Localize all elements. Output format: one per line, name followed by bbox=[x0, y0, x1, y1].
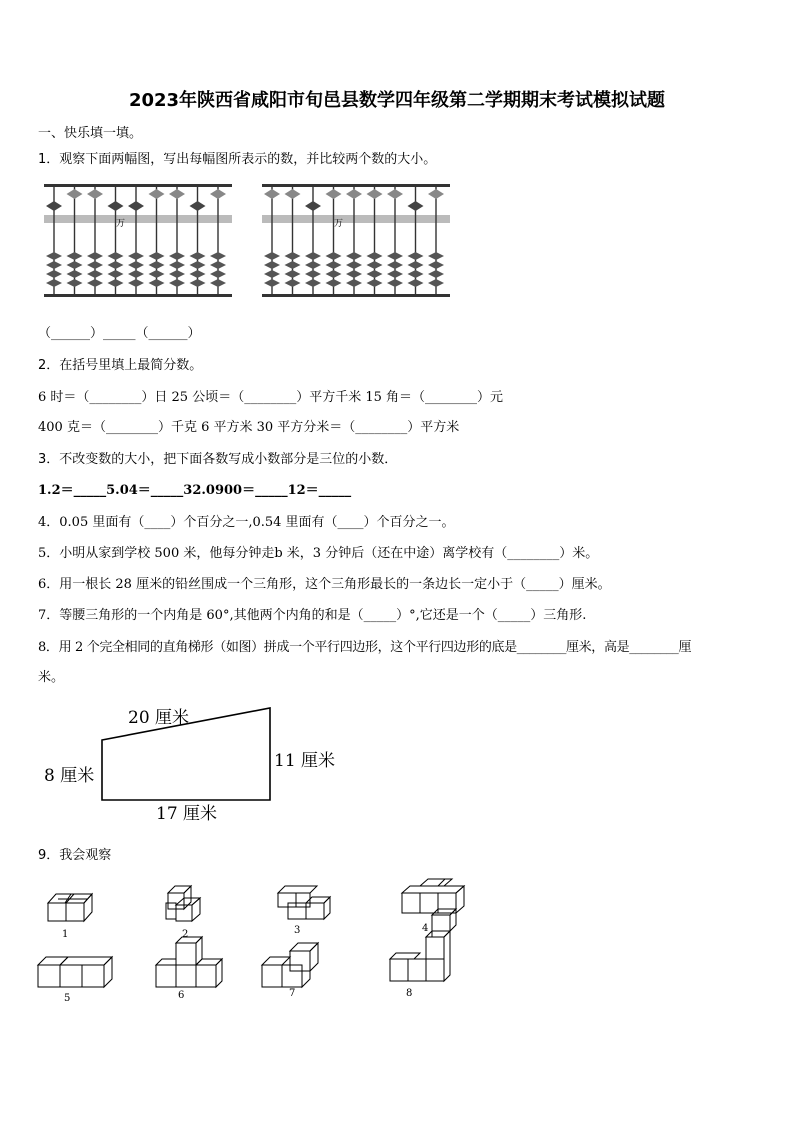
abacus-lower-bead bbox=[128, 279, 144, 287]
abacus-upper-bead bbox=[346, 189, 362, 199]
abacus-lower-bead bbox=[149, 279, 165, 287]
abacus-lower-bead bbox=[210, 270, 226, 278]
abacus-upper-bead bbox=[87, 189, 103, 199]
abacus-figure-1 bbox=[44, 184, 234, 300]
abacus-upper-bead bbox=[46, 201, 62, 211]
abacus-lower-bead bbox=[408, 270, 424, 278]
abacus-lower-bead bbox=[264, 279, 280, 287]
abacus-lower-bead bbox=[67, 279, 83, 287]
abacus-lower-bead bbox=[128, 261, 144, 269]
abacus-lower-bead bbox=[408, 252, 424, 260]
abacus-lower-bead bbox=[67, 252, 83, 260]
abacus-upper-bead bbox=[210, 189, 226, 199]
cube-label-2: 2 bbox=[182, 929, 189, 940]
abacus-lower-bead bbox=[305, 279, 321, 287]
abacus-upper-bead bbox=[326, 189, 342, 199]
question-5: 5．小明从家到学校 500 米，他每分钟走b 米，3 分钟后（还在中途）离学校有（________）米。 bbox=[38, 546, 599, 561]
abacus-lower-bead bbox=[428, 252, 444, 260]
abacus-unit-label: 万 bbox=[334, 219, 344, 229]
q1-answer-line: （______）_____（______） bbox=[38, 326, 201, 341]
abacus-lower-bead bbox=[87, 252, 103, 260]
cube-figure-5 bbox=[38, 957, 112, 987]
abacus-lower-bead bbox=[87, 261, 103, 269]
page-title: 2023年陕西省咸阳市旬邑县数学四年级第二学期期末考试模拟试题 bbox=[128, 90, 666, 111]
abacus-lower-bead bbox=[285, 252, 301, 260]
abacus-lower-bead bbox=[149, 270, 165, 278]
abacus-upper-bead bbox=[367, 189, 383, 199]
cube-label-3: 3 bbox=[294, 925, 301, 936]
abacus-lower-bead bbox=[305, 270, 321, 278]
abacus-lower-bead bbox=[46, 270, 62, 278]
abacus-lower-bead bbox=[285, 279, 301, 287]
abacus-lower-bead bbox=[149, 252, 165, 260]
abacus-lower-bead bbox=[346, 279, 362, 287]
abacus-lower-bead bbox=[128, 252, 144, 260]
abacus-upper-bead bbox=[67, 189, 83, 199]
cube-figure-2 bbox=[166, 886, 200, 921]
abacus-lower-bead bbox=[408, 279, 424, 287]
abacus-lower-bead bbox=[346, 252, 362, 260]
abacus-lower-bead bbox=[326, 252, 342, 260]
question-3: 3．不改变数的大小，把下面各数写成小数部分是三位的小数． bbox=[38, 452, 398, 467]
abacus-lower-bead bbox=[46, 252, 62, 260]
question-6: 6．用一根长 28 厘米的铅丝围成一个三角形，这个三角形最长的一条边长一定小于（_____）厘米。 bbox=[38, 577, 611, 592]
cube-label-8: 8 bbox=[406, 988, 413, 999]
trapezoid-figure bbox=[40, 700, 360, 830]
question-1: 1．观察下面两幅图，写出每幅图所表示的数，并比较两个数的大小。 bbox=[38, 152, 437, 167]
abacus-lower-bead bbox=[67, 270, 83, 278]
abacus-lower-bead bbox=[190, 270, 206, 278]
abacus-lower-bead bbox=[264, 252, 280, 260]
abacus-lower-bead bbox=[169, 261, 185, 269]
abacus-lower-bead bbox=[387, 279, 403, 287]
left-side-label: 8 厘米 bbox=[44, 766, 95, 786]
abacus-lower-bead bbox=[210, 252, 226, 260]
abacus-lower-bead bbox=[108, 252, 124, 260]
abacus-lower-bead bbox=[46, 279, 62, 287]
abacus-lower-bead bbox=[210, 261, 226, 269]
abacus-upper-bead bbox=[285, 189, 301, 199]
abacus-lower-bead bbox=[108, 279, 124, 287]
cube-figure-3 bbox=[278, 886, 330, 919]
abacus-lower-bead bbox=[428, 270, 444, 278]
abacus-lower-bead bbox=[190, 252, 206, 260]
question-4: 4．0.05 里面有（____）个百分之一,0.54 里面有（____）个百分之一。 bbox=[38, 515, 455, 530]
abacus-lower-bead bbox=[326, 261, 342, 269]
cube-figures bbox=[30, 875, 480, 1005]
abacus-upper-bead bbox=[264, 189, 280, 199]
abacus-upper-bead bbox=[149, 189, 165, 199]
abacus-lower-bead bbox=[305, 261, 321, 269]
abacus-lower-bead bbox=[346, 261, 362, 269]
abacus-lower-bead bbox=[387, 270, 403, 278]
abacus-lower-bead bbox=[285, 261, 301, 269]
question-2: 2．在括号里填上最简分数。 bbox=[38, 358, 203, 373]
q2-row-2: 400 克＝（________）千克 6 平方米 30 平方分米＝（________）平方米 bbox=[38, 420, 460, 435]
abacus-lower-bead bbox=[367, 279, 383, 287]
abacus-lower-bead bbox=[428, 279, 444, 287]
question-8: 8．用 2 个完全相同的直角梯形（如图）拼成一个平行四边形，这个平行四边形的底是________厘米，高是________厘 bbox=[38, 640, 692, 655]
abacus-lower-bead bbox=[46, 261, 62, 269]
abacus-lower-bead bbox=[67, 261, 83, 269]
abacus-lower-bead bbox=[305, 252, 321, 260]
abacus-lower-bead bbox=[264, 270, 280, 278]
abacus-upper-bead bbox=[387, 189, 403, 199]
abacus-lower-bead bbox=[367, 270, 383, 278]
abacus-lower-bead bbox=[264, 261, 280, 269]
abacus-upper-bead bbox=[190, 201, 206, 211]
cube-figure-8 bbox=[390, 909, 456, 981]
top-side-label: 20 厘米 bbox=[128, 708, 190, 728]
abacus-lower-bead bbox=[169, 270, 185, 278]
abacus-lower-bead bbox=[367, 252, 383, 260]
abacus-lower-bead bbox=[326, 270, 342, 278]
abacus-lower-bead bbox=[108, 261, 124, 269]
cube-figure-6 bbox=[156, 937, 222, 987]
q2-row-1: 6 时＝（________）日 25 公顷＝（________）平方千米 15 角＝（________）元 bbox=[38, 390, 504, 405]
abacus-lower-bead bbox=[367, 261, 383, 269]
abacus-lower-bead bbox=[169, 279, 185, 287]
cube-label-1: 1 bbox=[62, 929, 69, 940]
abacus-unit-label: 万 bbox=[116, 219, 126, 229]
cube-label-5: 5 bbox=[64, 993, 71, 1004]
abacus-upper-bead bbox=[428, 189, 444, 199]
question-8-continued: 米。 bbox=[38, 670, 65, 685]
abacus-lower-bead bbox=[210, 279, 226, 287]
abacus-lower-bead bbox=[169, 252, 185, 260]
abacus-upper-bead bbox=[169, 189, 185, 199]
abacus-lower-bead bbox=[87, 279, 103, 287]
abacus-figure-2 bbox=[262, 184, 452, 300]
abacus-lower-bead bbox=[408, 261, 424, 269]
cube-label-6: 6 bbox=[178, 990, 185, 1001]
cube-label-7: 7 bbox=[289, 988, 296, 999]
abacus-lower-bead bbox=[87, 270, 103, 278]
abacus-lower-bead bbox=[128, 270, 144, 278]
abacus-lower-bead bbox=[285, 270, 301, 278]
abacus-lower-bead bbox=[346, 270, 362, 278]
bottom-side-label: 17 厘米 bbox=[156, 804, 218, 824]
cube-figure-7 bbox=[262, 943, 318, 987]
abacus-upper-bead bbox=[408, 201, 424, 211]
abacus-upper-bead bbox=[108, 201, 124, 211]
cube-label-4: 4 bbox=[422, 923, 429, 934]
abacus-lower-bead bbox=[149, 261, 165, 269]
cube-figure-1 bbox=[48, 894, 92, 921]
abacus-lower-bead bbox=[387, 261, 403, 269]
section-heading: 一、快乐填一填。 bbox=[38, 126, 143, 141]
q3-row: 1.2＝_____5.04＝_____32.0900＝_____12＝_____ bbox=[38, 483, 352, 498]
cube-figure-4 bbox=[402, 879, 464, 913]
abacus-lower-bead bbox=[190, 261, 206, 269]
abacus-lower-bead bbox=[387, 252, 403, 260]
question-9: 9．我会观察 bbox=[38, 848, 112, 863]
right-side-label: 11 厘米 bbox=[274, 751, 336, 771]
question-7: 7．等腰三角形的一个内角是 60°,其他两个内角的和是（_____）°,它还是一个（_____）三角形. bbox=[38, 608, 587, 623]
abacus-lower-bead bbox=[428, 261, 444, 269]
abacus-upper-bead bbox=[128, 201, 144, 211]
abacus-upper-bead bbox=[305, 201, 321, 211]
abacus-lower-bead bbox=[108, 270, 124, 278]
abacus-lower-bead bbox=[326, 279, 342, 287]
abacus-lower-bead bbox=[190, 279, 206, 287]
